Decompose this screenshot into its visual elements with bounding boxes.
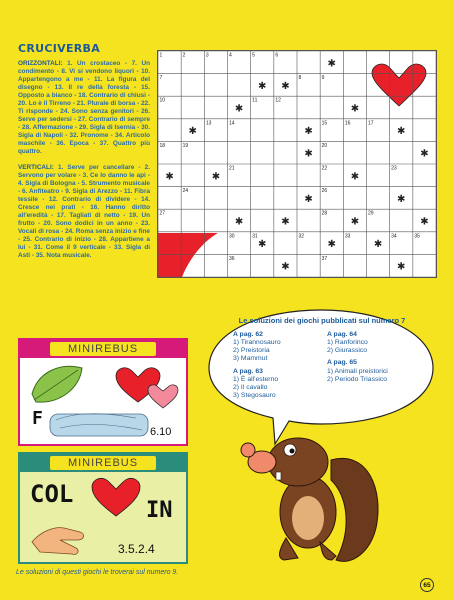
- cell-number: 6: [275, 52, 279, 59]
- ice-icon: [50, 414, 148, 436]
- star-icon: ✱: [397, 126, 406, 138]
- star-icon: ✱: [304, 126, 313, 138]
- star-icon: ✱: [281, 216, 290, 228]
- rebus-letter: F: [32, 408, 43, 429]
- crossword-grid: [157, 50, 437, 278]
- solutions-title: Le soluzioni dei giochi pubblicati sul numero 7: [238, 316, 406, 325]
- cell-number: 4: [229, 52, 232, 59]
- clues-horizontal: [18, 60, 150, 156]
- crossword-title: CRUCIVERBA: [18, 42, 101, 55]
- footer-note: Le soluzioni di questi giochi le troverai sul numero 9.: [16, 569, 179, 576]
- minirebus-2: [18, 452, 188, 564]
- cell-number: 34: [391, 233, 397, 240]
- cell-number: 16: [344, 120, 351, 127]
- star-icon: ✱: [397, 261, 406, 273]
- cell-number: 35: [414, 233, 420, 240]
- star-icon: ✱: [234, 216, 244, 228]
- cell-number: 5: [252, 52, 255, 59]
- beaver-illustration: [236, 420, 386, 570]
- heart-icon: [92, 478, 140, 516]
- star-icon: ✱: [327, 58, 336, 70]
- cell-number: 3: [205, 52, 209, 59]
- cell-number: 14: [229, 120, 235, 127]
- cell-number: 17: [368, 120, 374, 127]
- star-icon: ✱: [397, 193, 406, 205]
- star-icon: ✱: [420, 216, 429, 228]
- cell-number: 24: [182, 188, 189, 195]
- cell-number: 15: [321, 120, 328, 127]
- star-icon: ✱: [258, 239, 267, 251]
- star-icon: ✱: [327, 239, 336, 251]
- star-icon: ✱: [211, 171, 221, 183]
- cell-number: 30: [229, 233, 235, 240]
- star-icon: ✱: [304, 193, 313, 205]
- cell-number: 21: [229, 165, 235, 172]
- vertical-heading: VERTICALI:: [18, 163, 54, 171]
- cell-number: 12: [275, 97, 281, 104]
- cell-number: 22: [321, 165, 328, 172]
- cell-number: 29: [368, 210, 374, 217]
- solution-block: A pag. 64 1) Ranforinco 2) Giurassico: [327, 331, 368, 355]
- cell-number: 7: [159, 75, 163, 82]
- cell-number: 10: [159, 97, 166, 104]
- cell-number: 37: [321, 255, 328, 262]
- cell-number: 9: [321, 75, 325, 82]
- solution-block: A pag. 65 1) Animali preistorici 2) Periodo Triassico: [327, 359, 388, 383]
- rebus-solution: 6.10: [150, 426, 172, 438]
- minirebus-1: [18, 338, 188, 446]
- minirebus-1-title: MINIREBUS: [50, 342, 156, 356]
- horizontal-text: 1. Un crostaceo - 7. Un condimento - 8. Vi si vendono liquori - 10. Appartengono a me - 11. La figura del disegno - 13. Il re della foresta - 15. Opposto a bianco - 18. Contrario di chiusi - 20. Lo è il Tirreno - 21. Plurale di borsa - 22. Ti risponde - 24. Sono senza genitori - 26. Serve per sedersi - 27. Contrario di sempre - 28. Affermazione - 29. Sigla di Isernia - 30. Sigla di Napoli - 32. Pronome - 34. Articolo maschile - 36. Epoca - 37. Quattro più quattro.: [18, 59, 150, 155]
- star-icon: ✱: [373, 239, 383, 251]
- cell-number: 36: [229, 255, 235, 262]
- solution-block: A pag. 63 1) È all'esterno 2) Il cavallo 3) Stegosauro: [233, 367, 279, 400]
- heart-icon: [372, 64, 426, 106]
- corner-heart-icon: [158, 233, 218, 277]
- star-icon: ✱: [234, 103, 244, 115]
- star-icon: ✱: [188, 126, 197, 138]
- cell-number: 31: [252, 233, 258, 240]
- horizontal-heading: ORIZZONTALI:: [18, 59, 63, 67]
- small-heart-icon: [148, 385, 178, 408]
- page-number: 65: [420, 578, 434, 592]
- star-icon: ✱: [304, 148, 313, 160]
- star-icon: ✱: [281, 261, 290, 273]
- cell-number: 20: [321, 142, 328, 149]
- clues-vertical: [18, 164, 150, 260]
- rebus-left-text: COL: [30, 480, 74, 508]
- cell-number: 32: [298, 233, 305, 240]
- rebus-right-text: IN: [146, 498, 173, 523]
- crossword-svg: [158, 51, 436, 277]
- cell-number: 13: [205, 120, 212, 127]
- rebus-solution: 3.5.2.4: [118, 542, 155, 556]
- cell-number: 18: [159, 142, 166, 149]
- cell-number: 11: [252, 97, 258, 104]
- star-icon: ✱: [350, 171, 360, 183]
- star-icon: ✱: [165, 171, 174, 183]
- cell-number: 28: [321, 210, 328, 217]
- cell-number: 8: [298, 75, 302, 82]
- star-icon: ✱: [420, 148, 429, 160]
- clues-column: [18, 42, 150, 268]
- cell-number: 19: [182, 142, 189, 149]
- star-icon: ✱: [350, 103, 360, 115]
- hand-icon: [32, 528, 84, 555]
- star-icon: ✱: [258, 80, 267, 92]
- minirebus-2-title: MINIREBUS: [50, 456, 156, 470]
- cell-number: 33: [344, 233, 351, 240]
- cell-number: 26: [321, 188, 328, 195]
- star-icon: ✱: [350, 216, 360, 228]
- star-icon: ✱: [281, 80, 290, 92]
- solution-block: A pag. 62 1) Tirannosauro 2) Preistoria 3) Mammut: [233, 331, 281, 363]
- cell-number: 23: [391, 165, 397, 172]
- cell-number: 27: [159, 210, 166, 217]
- cell-number: 1: [159, 52, 163, 59]
- vertical-text: 1. Serve per cancellare - 2. Servono per volare - 3. Ce lo danno le api - 4. Sigla di Bologna - 5. Strumento musicale - 6. Anfiteatro - 9. Sigla di Arezzo - 11. Fibra tessile - 12. Contrario di dividere - 14. Cresce nei prati - 16. Hanno diritto all'eredità - 17. Tagliati di netto - 19. Un frutto - 20. Sono dodici in un anno - 23. Vocali di rosa - 24. Roma senza inizio e fine - 25. Contrario di inizio - 28. Appartiene a lui - 31. Come il 9 verticale - 33. Sigla di Asti - 35. Nota musicale.: [18, 163, 150, 259]
- cell-number: 2: [182, 52, 186, 59]
